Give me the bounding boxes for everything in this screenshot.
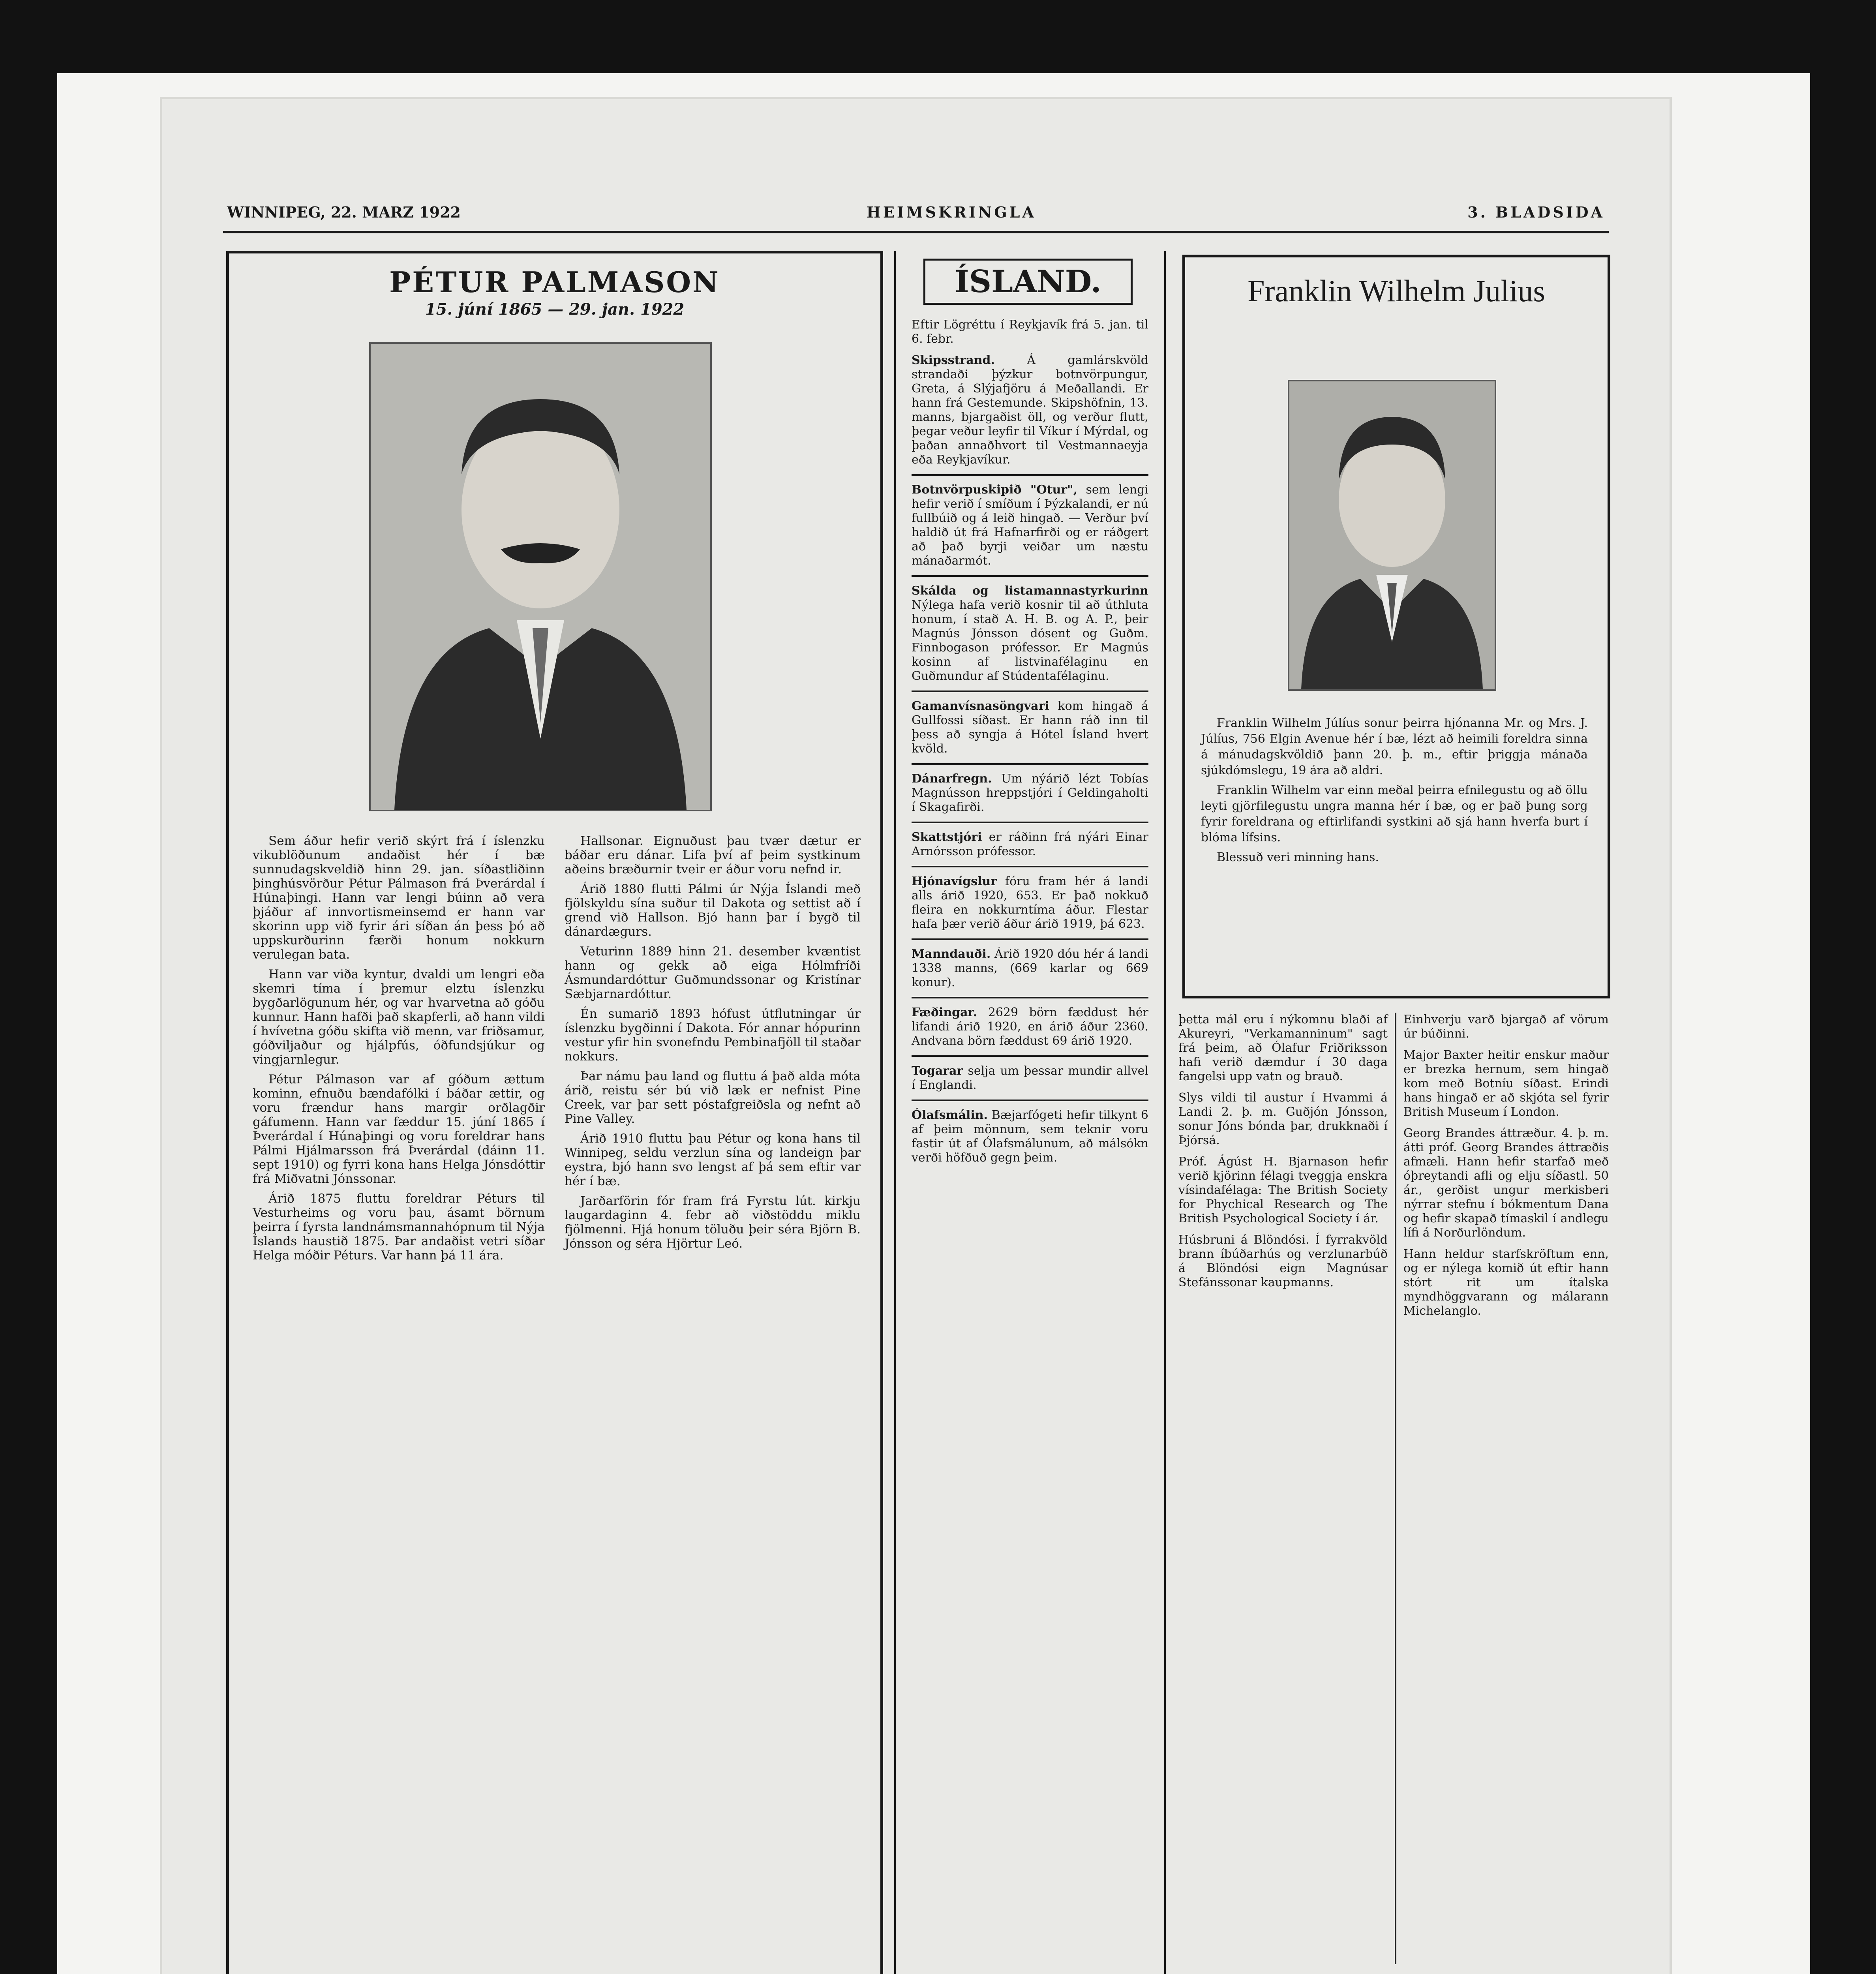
news-item [912, 699, 1148, 756]
news-item [912, 1064, 1148, 1092]
obituary-paragraph: Veturinn 1889 hinn 21. desember kvæntist hann og gekk að eiga Hólmfríði Ásmundardóttur Guðmundssonar og Kristínar Sæbjarnardóttur. [565, 944, 861, 1001]
franklin-title: Franklin Wilhelm Julius [1248, 274, 1545, 308]
news-paragraph: Slys vildi til austur í Hvammi á Landi 2. þ. m. Guðjón Jónsson, sonur Jóns bónda þar, drukknaði í Þjórsá. [1178, 1091, 1388, 1147]
news-item [912, 874, 1148, 931]
masthead-title: HEIMSKRINGLA [867, 203, 1036, 221]
island-news-body [912, 318, 1148, 1172]
news-item-text: 2629 börn fæddust hér lifandi árið 1920, en árið áður 2360. Andvana börn fæddust 69 árið 1920. [912, 1006, 1148, 1048]
news-item-head: Gamanvísnasöngvari [912, 699, 1049, 713]
divider [912, 997, 1148, 998]
news-item-head: Manndauði. [912, 947, 991, 961]
obituary-paragraph: Hann var viða kyntur, dvaldi um lengri eða skemri tíma í þremur elztu íslenzku bygðarlögunum hér, og var hvarvetna að góðu kunnur. Hann hafði það skapferli, að hann vildi í hvívetna góðu skifta við menn, var friðsamur, góðviljaður og hjálpfús, óðfundsjúkur og vingjarnlegur. [253, 967, 545, 1067]
news-item-head: Fæðingar. [912, 1006, 977, 1019]
news-paragraph: þetta mál eru í nýkomnu blaði af Akureyri, "Verkamanninum" sagt frá þeim, að Ólafur Friðriksson hafi verið dæmdur í 30 daga fangelsi upp vatn og brauð. [1178, 1013, 1388, 1083]
masthead [227, 203, 1605, 227]
divider [912, 822, 1148, 823]
obituary-box [226, 251, 883, 1974]
divider [912, 763, 1148, 765]
island-news-column [894, 251, 1166, 1974]
news-paragraph: Einhverju varð bjargað af vörum úr búðinni. [1403, 1013, 1609, 1041]
news-item-text: fóru fram hér á landi alls árið 1920, 653. Er það nokkuð fleira en nokkurntíma áður. Flestar hafa þær verið áður árið 1919, þá 623. [912, 874, 1148, 931]
divider [912, 691, 1148, 692]
divider [912, 866, 1148, 867]
right-column-a [1178, 1013, 1388, 1297]
obituary-column-1 [253, 834, 545, 1268]
news-item [912, 1006, 1148, 1048]
divider [912, 1100, 1148, 1101]
news-item-text: Bæjarfógeti hefir tilkynt 6 af þeim mönnum, sem teknir voru fastir út af Ólafsmálunum, að málsókn verði höfðuð gegn þeim. [912, 1108, 1148, 1165]
portrait-figure-icon [1289, 381, 1495, 689]
obituary-title: PÉTUR PALMASON [389, 265, 720, 299]
masthead-page: 3. BLADSIDA [1467, 203, 1605, 221]
news-paragraph: Major Baxter heitir enskur maður er brezka hernum, sem hingað kom með Botníu síðast. Erindi hans hingað er að skjóta sel fyrir British Museum í London. [1403, 1048, 1609, 1119]
newspaper-page [160, 97, 1672, 1974]
news-paragraph: Georg Brandes áttræður. 4. þ. m. átti próf. Georg Brandes áttræðis afmæli. Hann hefir starfað með óþreytandi afli og elju síðastl. 50 ár., gerðist ungur merkisberi nýrrar stefnu í bókmentum Dana og hefir skapað tímaskil í andlegu lífi á Norðurlöndum. [1403, 1126, 1609, 1240]
news-paragraph: Próf. Ágúst H. Bjarnason hefir verið kjörinn félagi tveggja enskra vísindafélaga: The British Society for Phychical Research og The British Psychological Society í ár. [1178, 1155, 1388, 1225]
obituary-column-2 [565, 834, 861, 1256]
news-paragraph: Húsbruni á Blöndósi. Í fyrrakvöld brann íbúðarhús og verzlunarbúð á Blöndósi eign Magnúsar Stefánssonar kaupmanns. [1178, 1233, 1388, 1289]
franklin-photo [1288, 380, 1496, 691]
divider [912, 474, 1148, 476]
obituary-paragraph: Én sumarið 1893 hófust útflutningar úr íslenzku bygðinni í Dakota. Fór annar hópurinn vestur yfir hin svonefndu Pembinafjöll til staðar nokkurs. [565, 1007, 861, 1064]
obituary-paragraph: Sem áður hefir verið skýrt frá í íslenzku vikublöðunum andaðist hér í bæ sunnudagskveldið hinn 29. jan. síðastliðinn þinghúsvörður Pétur Pálmason frá Þverárdal í Húnaþingi. Hann var lengi búinn að vera þjáður af innvortismeinsemd er hann var skorinn upp við fyrir ári síðan án þess þó að uppskurðurinn færði honum nokkurn verulegan bata. [253, 834, 545, 962]
franklin-obituary-box [1182, 255, 1610, 998]
news-paragraph: Hann heldur starfskröftum enn, og er nýlega komið út eftir hann stórt rit um ítalska myndhöggvarann og málarann Michelanglo. [1403, 1247, 1609, 1318]
news-item-text: er ráðinn frá nýári Einar Arnórsson prófessor. [912, 830, 1148, 858]
portrait-photo [369, 342, 712, 811]
obituary-dates: 15. júní 1865 — 29. jan. 1922 [425, 300, 685, 319]
news-item-text: Árið 1920 dóu hér á landi 1338 manns, (669 karlar og 669 konur). [912, 947, 1148, 989]
franklin-paragraph: Blessuð veri minning hans. [1217, 850, 1379, 864]
news-item [912, 947, 1148, 990]
news-item-text: Á gamlárskvöld strandaði þýzkur botnvörpungur, Greta, á Slýjafjöru á Meðallandi. Er hann frá Gestemunde. Skipshöfnin, 13. manns, bjargaðist öll, og verður flutt, þegar veður leyfir til Víkur í Mýrdal, og þaðan annaðhvort til Vestmannaeyja eða Reykjavíkur. [912, 353, 1148, 467]
obituary-paragraph: Árið 1875 fluttu foreldrar Péturs til Vesturheims og voru þau, ásamt börnum þeirra í fyrsta landnámsmannahópnum til Nýja Íslands haustið 1875. Þar andaðist vetri síðar Helga móðir Péturs. Var hann þá 11 ára. [253, 1192, 545, 1263]
news-item [912, 584, 1148, 683]
news-item-text: Um nýárið lézt Tobías Magnússon hreppstjóri í Geldingaholti í Skagafirði. [912, 772, 1148, 814]
news-item [912, 772, 1148, 814]
obituary-paragraph: Hallsonar. Eignuðust þau tvær dætur er báðar eru dánar. Lifa því af þeim systkinum aðeins bræðurnir tveir er áður voru nefnd ir. [565, 834, 861, 876]
news-item [912, 483, 1148, 568]
obituary-paragraph: Jarðarförin fór fram frá Fyrstu lút. kirkju laugardaginn 4. febr að viðstöddu miklu fjölmenni. Hjá honum töluðu þeir séra Björn B. Jónsson og séra Hjörtur Leó. [565, 1194, 861, 1251]
franklin-paragraph: Franklin Wilhelm Júlíus sonur þeirra hjónanna Mr. og Mrs. J. Júlíus, 756 Elgin Avenue hér í bæ, lézt að heimili foreldra sinna á mánudagskvöldið þann 20. þ. m., eftir þriggja mánaða sjúkdómslegu, 19 ára að aldri. [1201, 716, 1588, 777]
obituary-paragraph: Árið 1880 flutti Pálmi úr Nýja Íslandi með fjölskyldu sína suður til Dakota og settist að í grend við Hallson. Bjó hann þar í bygð til dánardægurs. [565, 882, 861, 939]
obituary-paragraph: Þar námu þau land og fluttu á það alda móta árið, reistu sér bú við læk er nefnist Pine Creek, var þar sett póstafgreiðsla og nefnt að Pine Valley. [565, 1069, 861, 1126]
news-item-head: Togarar [912, 1064, 963, 1078]
news-item-text: selja um þessar mundir allvel í Englandi. [912, 1064, 1148, 1092]
island-intro: Eftir Lögréttu í Reykjavík frá 5. jan. til 6. febr. [912, 318, 1148, 346]
news-item-head: Skattstjóri [912, 830, 982, 844]
news-item-head: Skipsstrand. [912, 353, 995, 367]
masthead-rule [223, 231, 1609, 233]
divider [912, 1055, 1148, 1057]
news-item-head: Botnvörpuskipið "Otur", [912, 483, 1078, 497]
portrait-figure-icon [371, 344, 710, 810]
news-item-head: Skálda og listamannastyrkurinn [912, 584, 1148, 598]
franklin-paragraph: Franklin Wilhelm var einn meðal þeirra efnilegustu og að öllu leyti gjörfilegustu ungra manna hér í bæ, og er það þung sorg fyrir foreldrana og eftirlifandi systkini að sjá hann hverfa burt í blóma lífsins. [1201, 783, 1588, 844]
news-item [912, 830, 1148, 859]
masthead-date: WINNIPEG, 22. MARZ 1922 [227, 203, 461, 221]
news-item-head: Hjónavígslur [912, 874, 997, 888]
franklin-body [1201, 715, 1588, 869]
news-item-head: Ólafsmálin. [912, 1108, 988, 1122]
news-item [912, 1108, 1148, 1165]
divider [912, 938, 1148, 940]
news-item-text: kom hingað á Gullfossi síðast. Er hann ráð inn til þess að syngja á Hótel Ísland hvert kvöld. [912, 699, 1148, 756]
column-divider [1395, 1013, 1396, 1964]
news-item-head: Dánarfregn. [912, 772, 992, 786]
right-column-b [1403, 1013, 1609, 1325]
island-title: ÍSLAND. [923, 259, 1133, 305]
news-item-text: sem lengi hefir verið í smíðum í Þýzkalandi, er nú fullbúið og á leið hingað. — Verður því haldið út frá Hafnarfirði og er ráðgert að það byrji veiðar um næstu mánaðarmót. [912, 483, 1148, 568]
divider [912, 575, 1148, 577]
obituary-paragraph: Pétur Pálmason var af góðum ættum kominn, efnuðu bændafólki í báðar ættir, og voru frændur hans margir orðlagðir gáfumenn. Hann var fæddur 15. júní 1865 í Þverárdal í Húnaþingi og voru foreldrar hans Pálmi Hjálmarsson frá Þverárdal (dáinn 11. sept 1910) og fyrri kona hans Helga Jónsdóttir frá Miðvatni Jónssonar. [253, 1072, 545, 1186]
news-item [912, 353, 1148, 467]
obituary-paragraph: Árið 1910 fluttu þau Pétur og kona hans til Winnipeg, seldu verzlun sína og landeign þar eystra, bjó hann svo lengst af þá sem eftir var hér í bæ. [565, 1131, 861, 1188]
news-item-text: Nýlega hafa verið kosnir til að úthluta honum, í stað A. H. B. og A. P., þeir Magnús Jónsson dósent og Guðm. Finnbogason prófessor. Er Magnús kosinn af listvinafélaginu en Guðmundur af Stúdentafélaginu. [912, 598, 1148, 683]
